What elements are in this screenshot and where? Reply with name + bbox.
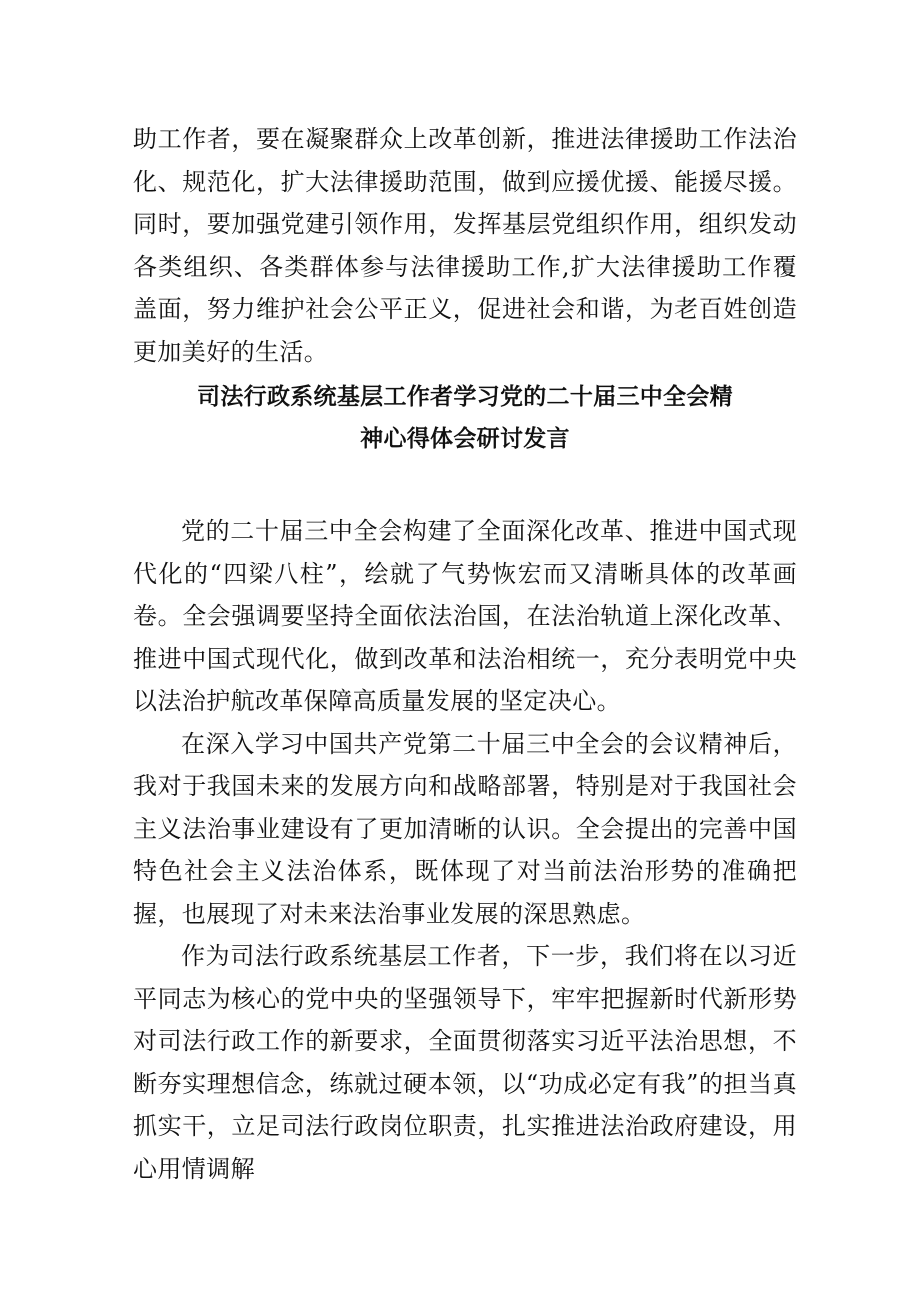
title-line-2: 神心得体会研讨发言: [360, 426, 570, 452]
continued-paragraph: 助工作者，要在凝聚群众上改革创新，推进法律援助工作法治化、规范化，扩大法律援助范围，做到应援优援、能援尽援。同时，要加强党建引领作用，发挥基层党组织作用，组织发动各类组织、各类群体参与法律援助工作,扩大法律援助工作覆盖面，努力维护社会公平正义，促进社会和谐，为老百姓创造更加美好的生活。: [133, 125, 797, 366]
title-line-1: 司法行政系统基层工作者学习党的二十届三中全会精: [197, 384, 733, 410]
body-text: [133, 510, 797, 1190]
continued-paragraph-block: [133, 118, 797, 373]
paragraph-3: 作为司法行政系统基层工作者，下一步，我们将在以习近平同志为核心的党中央的坚强领导下，牢牢把握新时代新形势对司法行政工作的新要求，全面贯彻落实习近平法治思想，不断夯实理想信念，练就过硬本领，以“功成必定有我”的担当真抓实干，立足司法行政岗位职责，扎实推进法治政府建设，用心用情调解: [133, 942, 797, 1183]
document-title: [133, 376, 797, 460]
paragraph-1: 党的二十届三中全会构建了全面深化改革、推进中国式现代化的“四梁八柱”，绘就了气势恢宏而又清晰具体的改革画卷。全会强调要坚持全面依法治国，在法治轨道上深化改革、推进中国式现代化，做到改革和法治相统一，充分表明党中央以法治护航改革保障高质量发展的坚定决心。: [133, 517, 797, 715]
paragraph-2: 在深入学习中国共产党第二十届三中全会的会议精神后，我对于我国未来的发展方向和战略部署，特别是对于我国社会主义法治事业建设有了更加清晰的认识。全会提出的完善中国特色社会主义法治体系，既体现了对当前法治形势的准确把握，也展现了对未来法治事业发展的深思熟虑。: [133, 729, 797, 928]
